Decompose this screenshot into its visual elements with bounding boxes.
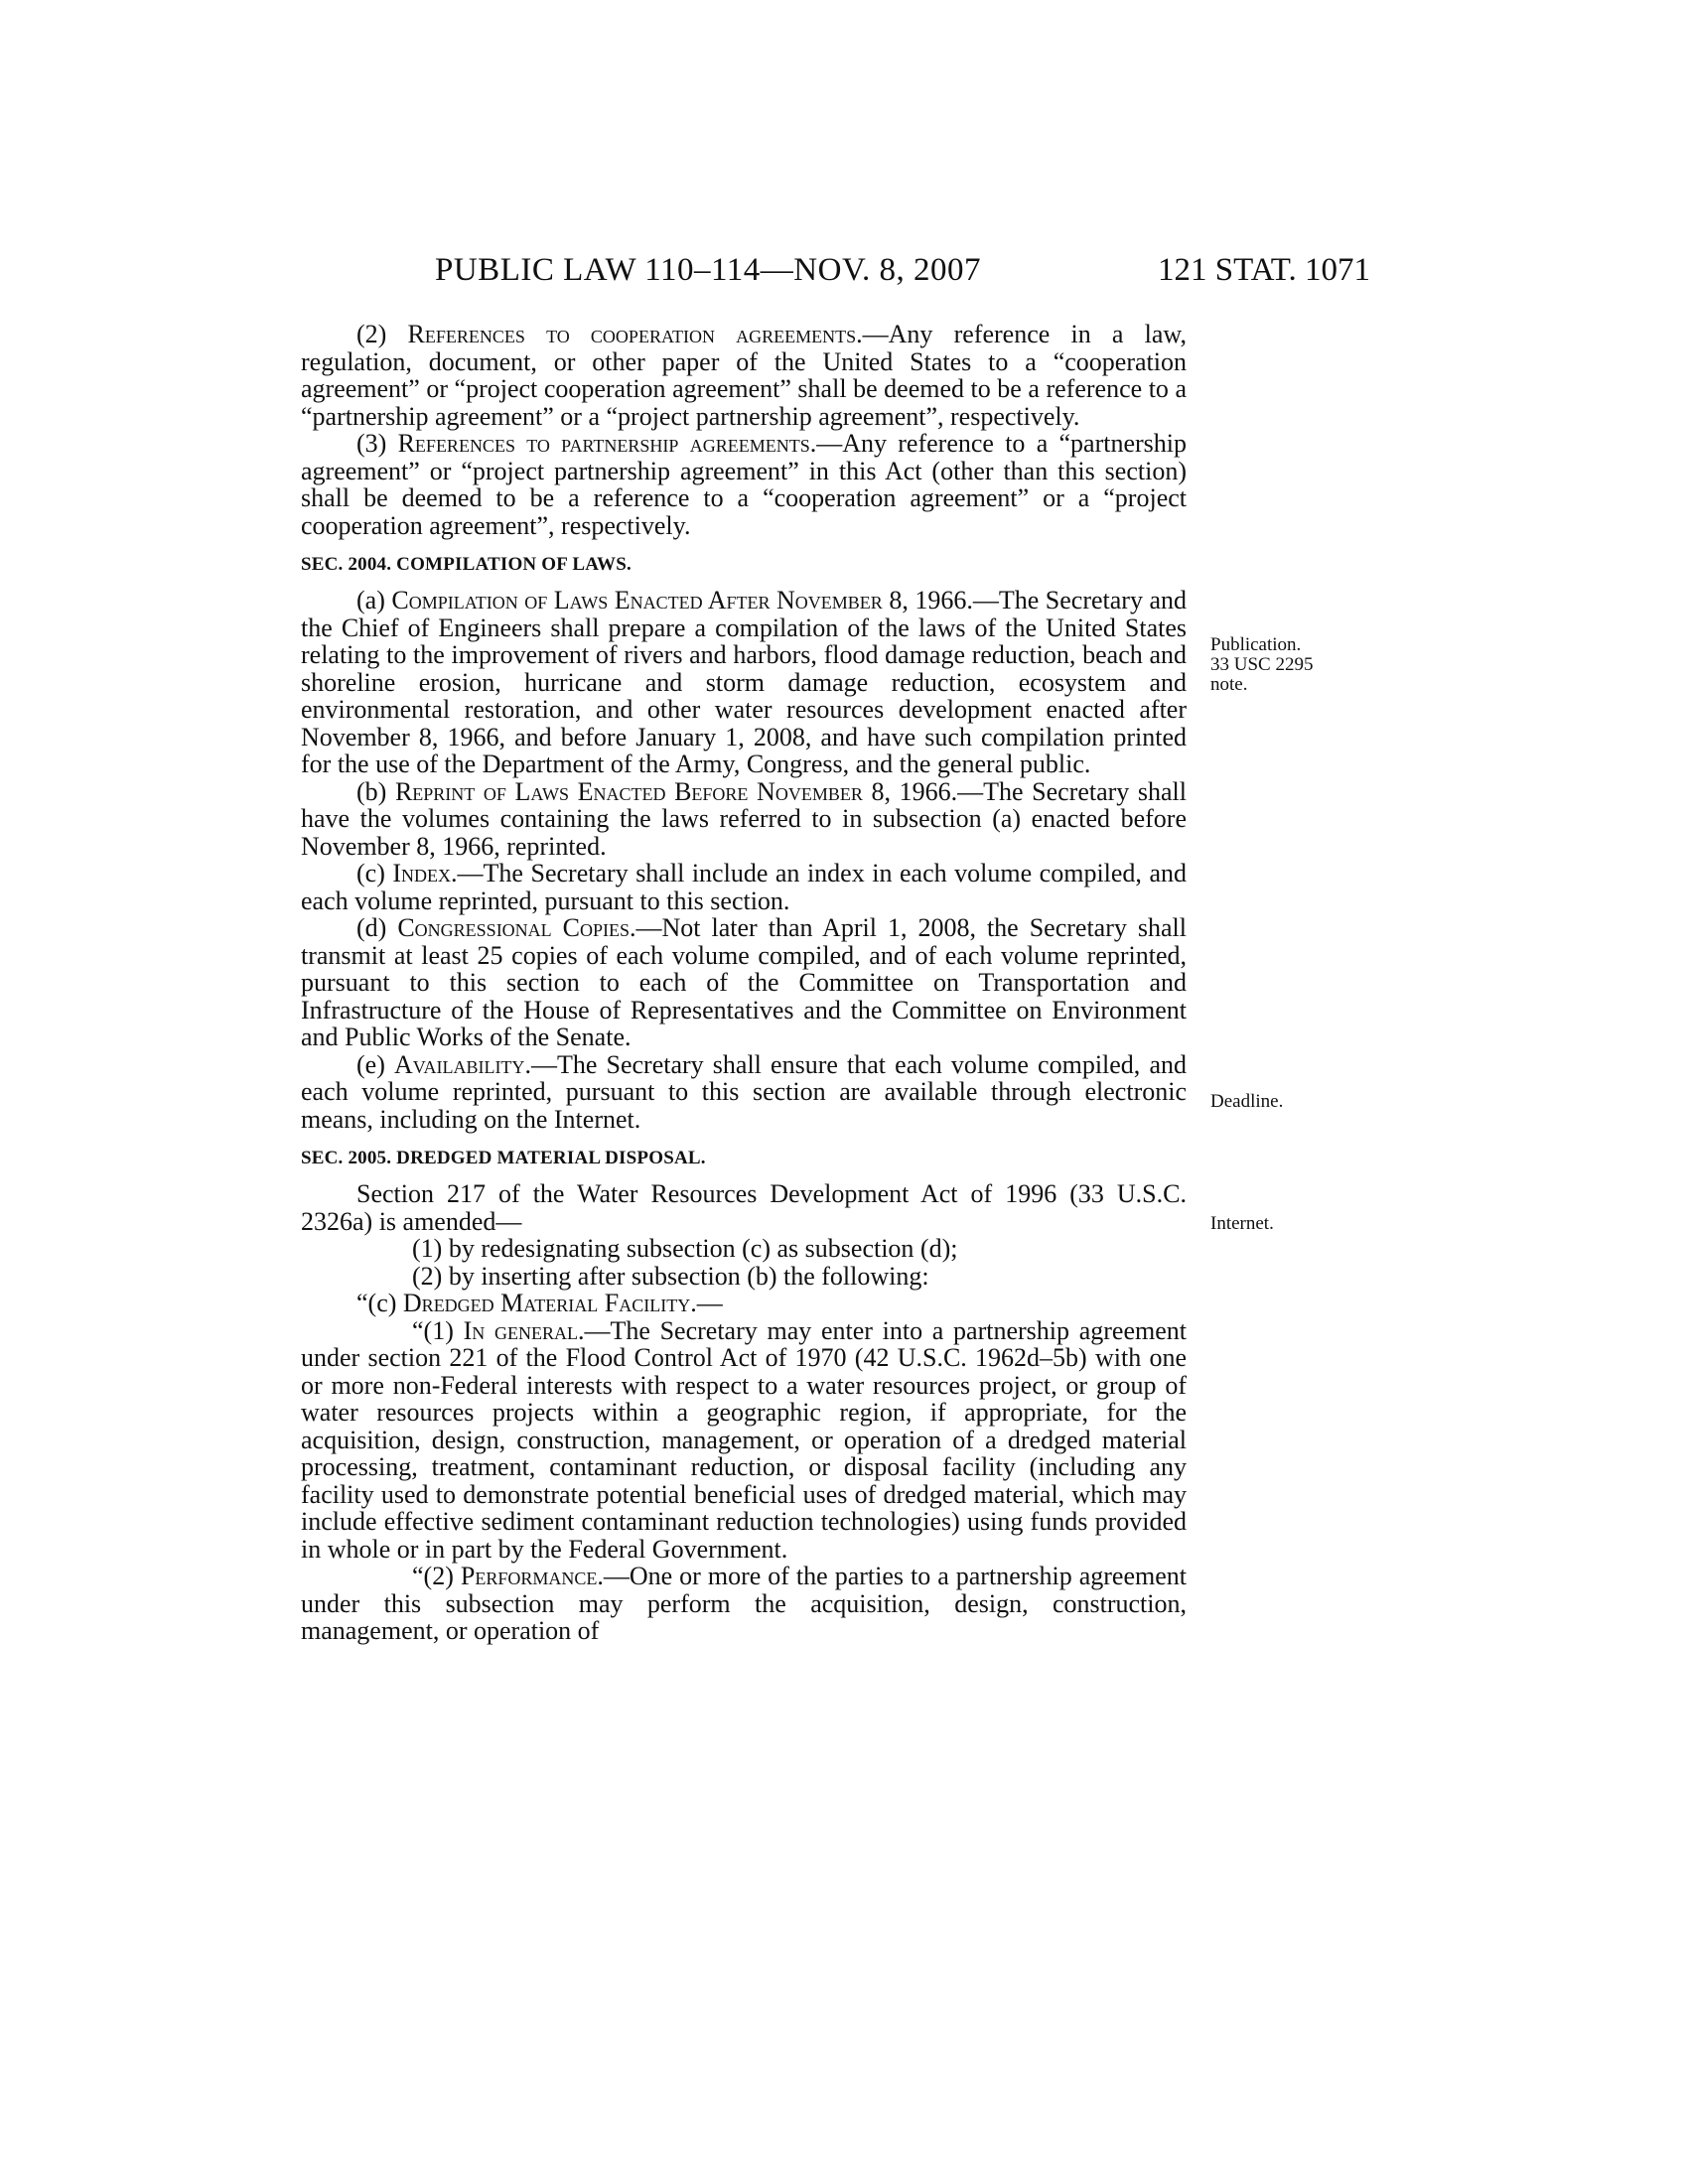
amendment-item-2 (301, 1263, 1187, 1291)
subsection-e (301, 1051, 1187, 1134)
para-heading: References to partnership agreements (397, 429, 810, 458)
para-number: (3) (356, 429, 398, 458)
item-text: (2) by inserting after subsection (b) the following: (412, 1261, 929, 1291)
para-heading: Index (392, 859, 452, 887)
para-heading: Congressional Copies (397, 913, 631, 942)
margin-note-line: note. (1210, 674, 1248, 695)
para-heading: Performance (460, 1562, 598, 1590)
para-number: (b) (356, 776, 395, 806)
para-heading: References to cooperation agreements (407, 320, 857, 348)
section-2005-intro: Section 217 of the Water Resources Development Act of 1996 (33 U.S.C. 2326a) is amended— (301, 1179, 1187, 1236)
para-text: .—The Secretary shall ensure that each volume compiled, and each volume reprinted, pursuant to this section are available through electronic means, including on the Internet. (301, 1049, 1187, 1134)
para-number: (c) (356, 859, 393, 887)
margin-note-deadline: Deadline. (1210, 1091, 1284, 1112)
paragraph-3-references-partnership (301, 430, 1187, 539)
subsection-c (301, 860, 1187, 914)
subsection-a (301, 587, 1187, 778)
margin-note-publication (1210, 635, 1349, 695)
para-text: .— (690, 1289, 723, 1317)
para-number: (a) (356, 586, 392, 614)
quoted-paragraph-2 (301, 1563, 1187, 1645)
page-folio: 121 STAT. 1071 (1157, 252, 1370, 288)
quoted-subsection-c (301, 1290, 1187, 1317)
para-number: (2) (356, 320, 408, 348)
amendment-item-1 (301, 1235, 1187, 1263)
paragraph-2-references-cooperation (301, 321, 1187, 430)
para-text: .—One or more of the parties to a partnership agreement under this subsection may perform the acquisition, design, construction, management, or operation of (301, 1562, 1188, 1645)
para-text: .—The Secretary shall have the volumes containing the laws referred to in subsection (a) enacted before November 8, 1966, reprinted. (301, 776, 1188, 861)
para-text: .—The Secretary may enter into a partnership agreement under section 221 of the Flood Control Act of 1970 (42 U.S.C. 1962d–5b) with one or more non-Federal interests with respect to a water resources project, or group of water resources projects within a geographic region, if appropriate, for the acquisition, design, construction, management, or operation of a dredged material processing, treatment, contaminant reduction, or disposal facility (including any facility used to demonstrate potential beneficial uses of dredged material, which may include effective sediment contaminant reduction technologies) using funds provided in whole or in part by the Federal Government. (301, 1315, 1187, 1564)
running-head (298, 250, 1370, 290)
para-text: .—The Secretary shall include an index in each volume compiled, and each volume reprinted, pursuant to this section. (301, 859, 1187, 915)
para-number: (d) (356, 913, 398, 942)
body-text (301, 321, 1187, 1645)
para-heading: Compilation of Laws Enacted After November 8, 1966 (391, 586, 967, 614)
section-2005-heading: SEC. 2005. DREDGED MATERIAL DISPOSAL. (301, 1148, 706, 1168)
subsection-d (301, 914, 1187, 1051)
para-number: “(c) (356, 1289, 403, 1317)
para-heading: Dredged Material Facility (402, 1289, 691, 1317)
subsection-b (301, 778, 1187, 861)
para-number: (e) (356, 1049, 394, 1079)
para-text: .—Not later than April 1, 2008, the Secretary shall transmit at least 25 copies of each volume compiled, and of each volume reprinted, pursuant to this section to each of the Committee on Transportation and Infrastructure of the House of Representatives and the Committee on Environment and Public Works of the Senate. (301, 913, 1187, 1051)
para-heading: In general (463, 1315, 578, 1345)
item-text: (1) by redesignating subsection (c) as subsection (d); (412, 1234, 958, 1263)
quoted-paragraph-1 (301, 1317, 1187, 1564)
para-number: “(1) (412, 1315, 464, 1345)
page-title: PUBLIC LAW 110–114—NOV. 8, 2007 (435, 252, 982, 288)
para-text: .—Any reference to a “partnership agreement” or “project partnership agreement” in this Act (other than this section) shall be deemed to be a reference to a “cooperation agreement” or a “project cooperation agreement”, respectively. (301, 429, 1187, 540)
para-heading: Reprint of Laws Enacted Before November 8, 1966 (394, 776, 951, 806)
para-text: .—Any reference in a law, regulation, document, or other paper of the United States to a “cooperation agreement” or “project cooperation agreement” shall be deemed to be a reference to a “partnership agreement” or a “project partnership agreement”, respectively. (301, 320, 1187, 431)
margin-note-line: 33 USC 2295 (1210, 654, 1314, 675)
para-heading: Availability (394, 1049, 525, 1079)
section-2004-heading: SEC. 2004. COMPILATION OF LAWS. (301, 554, 632, 575)
margin-note-internet: Internet. (1210, 1213, 1274, 1234)
margin-note-line: Publication. (1210, 634, 1302, 655)
para-number: “(2) (412, 1562, 461, 1590)
para-text: .—The Secretary and the Chief of Engineers shall prepare a compilation of the laws of the United States relating to the improvement of rivers and harbors, flood damage reduction, beach and shoreline erosion, hurricane and storm damage reduction, ecosystem and environmental restoration, and other water resources development enacted after November 8, 1966, and before January 1, 2008, and have such compilation printed for the use of the Department of the Army, Congress, and the general public. (301, 586, 1188, 778)
